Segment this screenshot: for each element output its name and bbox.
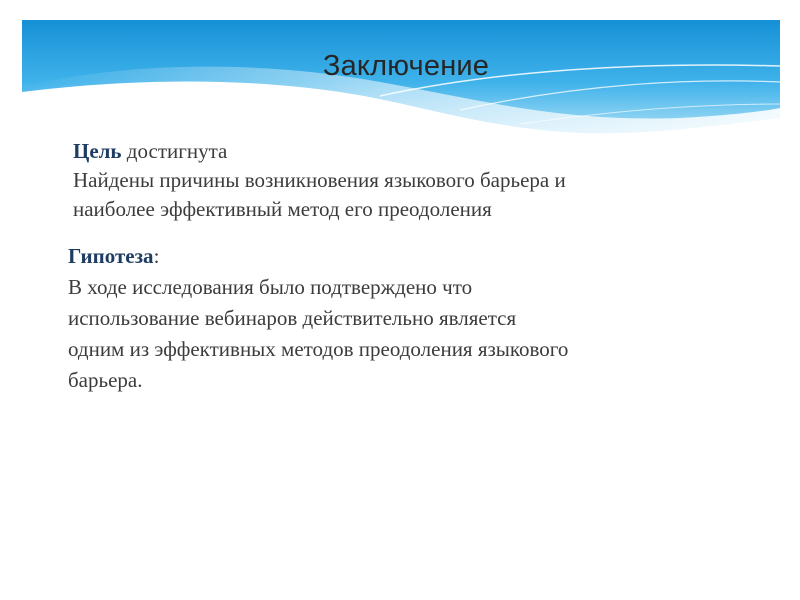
hypothesis-text-line: использование вебинаров действительно является <box>68 306 517 330</box>
goal-text-line: Найдены причины возникновения языкового барьера и <box>73 168 566 192</box>
hypothesis-label-suffix: : <box>153 244 160 268</box>
goal-text-line: наиболее эффективный метод его преодоления <box>73 197 492 221</box>
hypothesis-heading-line <box>68 241 768 272</box>
goal-block <box>73 137 763 224</box>
hypothesis-text-line: барьера. <box>68 368 143 392</box>
hypothesis-text-line: В ходе исследования было подтверждено что <box>68 275 473 299</box>
goal-label-suffix: достигнута <box>121 139 228 163</box>
hypothesis-text-line: одним из эффективных методов преодоления языкового <box>68 337 569 361</box>
goal-heading-line <box>73 137 763 166</box>
hypothesis-block <box>68 241 768 396</box>
hypothesis-label: Гипотеза <box>68 244 154 268</box>
slide-title: Заключение <box>322 50 490 82</box>
goal-label: Цель <box>73 139 122 163</box>
